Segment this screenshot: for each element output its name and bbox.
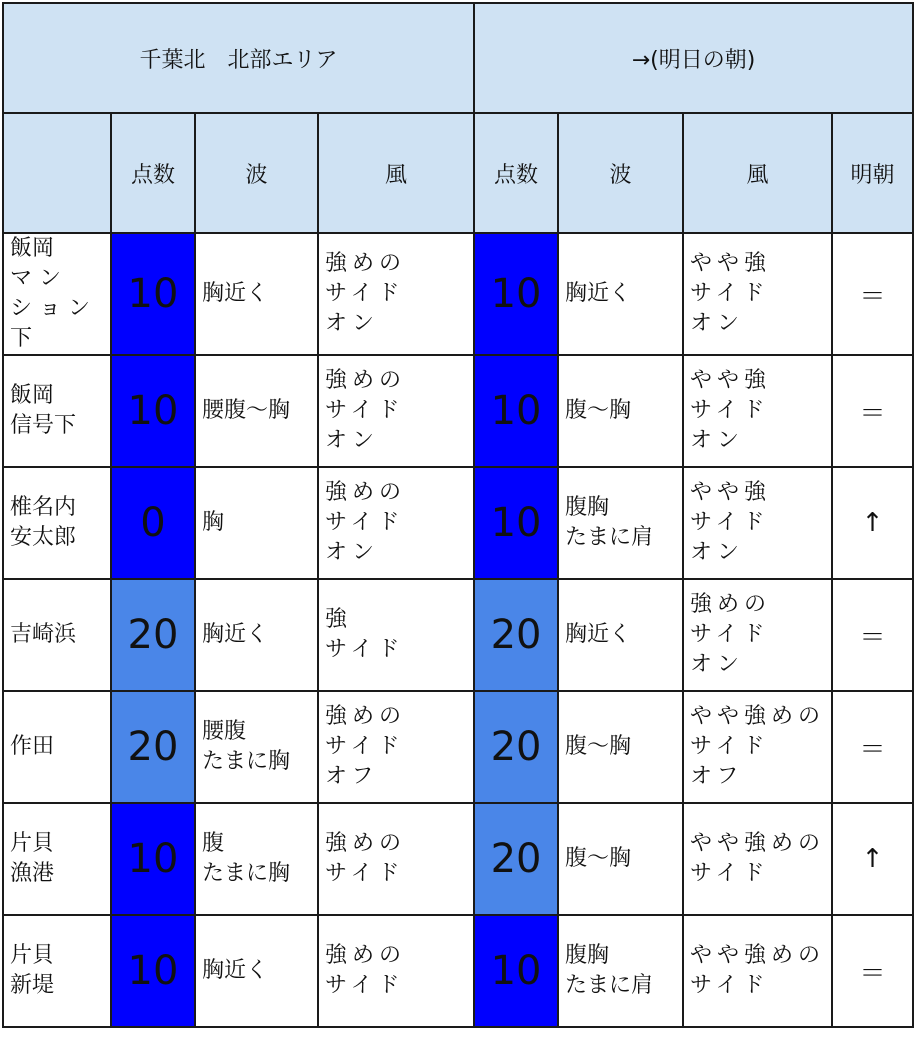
wave-cell: 胸 <box>195 467 318 579</box>
tomorrow-score-column-header: 点数 <box>474 113 558 233</box>
trend-cell: ↑ <box>832 803 913 915</box>
tomorrow-wave-cell: 腹〜胸 <box>558 691 683 803</box>
tomorrow-wind-cell: やや強めの サイド <box>683 915 832 1027</box>
wind-column-header: 風 <box>318 113 474 233</box>
wind-cell: 強めの サイド <box>318 915 474 1027</box>
tomorrow-wind-column-header: 風 <box>683 113 832 233</box>
tomorrow-wave-cell: 腹胸 たまに肩 <box>558 915 683 1027</box>
tomorrow-score-cell: 20 <box>474 579 558 691</box>
trend-cell: ＝ <box>832 915 913 1027</box>
wave-cell: 腰腹 たまに胸 <box>195 691 318 803</box>
trend-column-header: 明朝 <box>832 113 913 233</box>
tomorrow-wind-cell: やや強めの サイド <box>683 803 832 915</box>
tomorrow-score-cell: 10 <box>474 233 558 355</box>
spot-name-cell: 飯岡 信号下 <box>3 355 111 467</box>
tomorrow-wind-cell: 強めの サイド オン <box>683 579 832 691</box>
table-row <box>3 467 913 579</box>
score-cell: 10 <box>111 803 195 915</box>
spot-name-cell: 片貝 新堤 <box>3 915 111 1027</box>
score-cell: 10 <box>111 915 195 1027</box>
spot-column-header <box>3 113 111 233</box>
wave-cell: 腰腹〜胸 <box>195 355 318 467</box>
tomorrow-wind-cell: やや強 サイド オン <box>683 467 832 579</box>
spot-name-cell: 飯岡 マ ン シ ョ ン 下 <box>3 233 111 355</box>
tomorrow-wave-cell: 腹〜胸 <box>558 355 683 467</box>
trend-cell: ＝ <box>832 355 913 467</box>
tomorrow-wind-cell: やや強 サイド オン <box>683 233 832 355</box>
spot-name-cell: 片貝 漁港 <box>3 803 111 915</box>
score-cell: 20 <box>111 691 195 803</box>
wind-cell: 強めの サイド オン <box>318 467 474 579</box>
score-cell: 10 <box>111 355 195 467</box>
table-row <box>3 355 913 467</box>
tomorrow-wave-cell: 腹胸 たまに肩 <box>558 467 683 579</box>
trend-cell: ↑ <box>832 467 913 579</box>
tomorrow-wind-cell: やや強めの サイド オフ <box>683 691 832 803</box>
table-row <box>3 233 913 355</box>
tomorrow-wave-column-header: 波 <box>558 113 683 233</box>
tomorrow-wind-cell: やや強 サイド オン <box>683 355 832 467</box>
tomorrow-score-cell: 20 <box>474 691 558 803</box>
spot-name-cell: 椎名内 安太郎 <box>3 467 111 579</box>
tomorrow-score-cell: 10 <box>474 355 558 467</box>
wave-cell: 腹 たまに胸 <box>195 803 318 915</box>
wind-cell: 強めの サイド オフ <box>318 691 474 803</box>
surf-forecast-table <box>2 2 914 1028</box>
tomorrow-score-cell: 10 <box>474 467 558 579</box>
table-row <box>3 915 913 1027</box>
tomorrow-wave-cell: 腹〜胸 <box>558 803 683 915</box>
spot-name-cell: 作田 <box>3 691 111 803</box>
tomorrow-wave-cell: 胸近く <box>558 233 683 355</box>
wind-cell: 強 サイド <box>318 579 474 691</box>
score-cell: 10 <box>111 233 195 355</box>
trend-cell: ＝ <box>832 233 913 355</box>
wind-cell: 強めの サイド <box>318 803 474 915</box>
tomorrow-score-cell: 10 <box>474 915 558 1027</box>
spot-name-cell: 吉崎浜 <box>3 579 111 691</box>
table-row <box>3 691 913 803</box>
wave-cell: 胸近く <box>195 915 318 1027</box>
score-column-header: 点数 <box>111 113 195 233</box>
wind-cell: 強めの サイド オン <box>318 355 474 467</box>
score-cell: 0 <box>111 467 195 579</box>
wave-cell: 胸近く <box>195 233 318 355</box>
trend-cell: ＝ <box>832 691 913 803</box>
area-header: 千葉北 北部エリア <box>3 3 474 113</box>
tomorrow-wave-cell: 胸近く <box>558 579 683 691</box>
trend-cell: ＝ <box>832 579 913 691</box>
tomorrow-header: →(明日の朝) <box>474 3 913 113</box>
table-row <box>3 579 913 691</box>
wind-cell: 強めの サイド オン <box>318 233 474 355</box>
wave-cell: 胸近く <box>195 579 318 691</box>
score-cell: 20 <box>111 579 195 691</box>
table-row <box>3 803 913 915</box>
wave-column-header: 波 <box>195 113 318 233</box>
tomorrow-score-cell: 20 <box>474 803 558 915</box>
